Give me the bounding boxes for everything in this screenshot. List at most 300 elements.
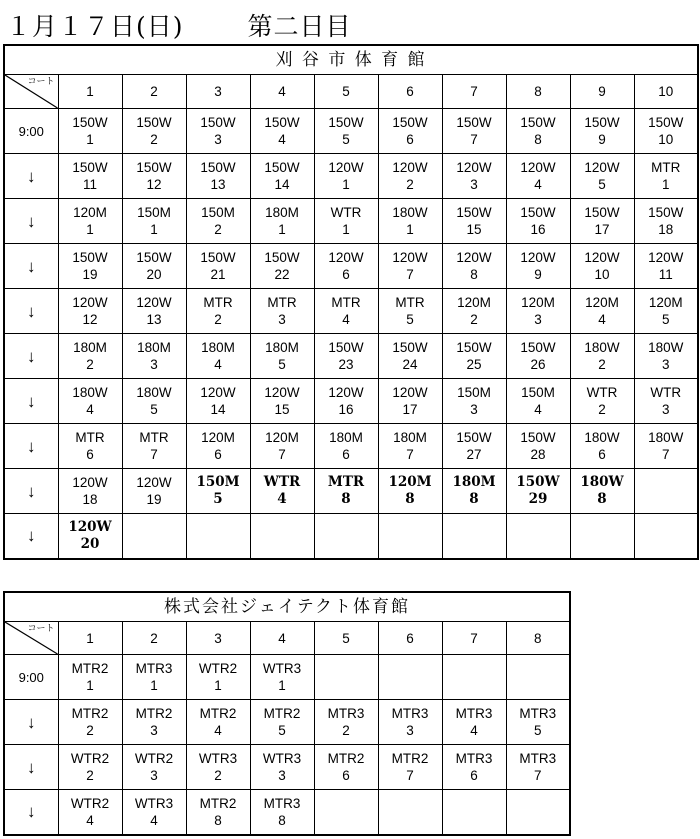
event-code: 150W (648, 205, 684, 220)
down-arrow-icon: ↓ (4, 700, 58, 745)
match-number: 18 (82, 492, 98, 507)
match-number: 24 (402, 357, 418, 372)
match-cell (186, 244, 250, 289)
schedule-row (4, 199, 698, 244)
schedule-row (4, 469, 698, 514)
match-number: 4 (534, 177, 542, 192)
match-cell (570, 424, 634, 469)
match-number: 28 (530, 447, 546, 462)
match-number: 18 (658, 222, 674, 237)
match-number: 2 (150, 132, 158, 147)
match-cell (186, 334, 250, 379)
match-number: 3 (470, 402, 478, 417)
match-number: 3 (470, 177, 478, 192)
match-cell (378, 514, 442, 559)
match-number: 2 (214, 768, 222, 783)
match-cell (58, 469, 122, 514)
event-code: 150W (584, 115, 620, 130)
match-number: 2 (214, 312, 222, 327)
match-cell (442, 514, 506, 559)
event-code: MTR (267, 295, 297, 310)
match-number: 4 (214, 357, 222, 372)
match-cell (314, 244, 378, 289)
down-arrow-icon: ↓ (4, 469, 58, 514)
down-arrow-icon: ↓ (4, 790, 58, 835)
match-cell (314, 289, 378, 334)
match-cell (378, 244, 442, 289)
match-number: 5 (406, 312, 414, 327)
event-code: WTR2 (70, 751, 110, 766)
match-number: 7 (534, 768, 542, 783)
event-code: 180W (648, 340, 684, 355)
match-number: 1 (150, 222, 158, 237)
match-number: 6 (598, 447, 606, 462)
event-code: 120W (72, 295, 108, 310)
match-cell (570, 379, 634, 424)
match-cell (506, 655, 570, 700)
match-number: 5 (662, 312, 670, 327)
match-number: 2 (342, 723, 350, 738)
match-cell (314, 790, 378, 835)
match-cell (58, 289, 122, 334)
start-time: 9:00 (4, 655, 58, 700)
match-cell (122, 424, 186, 469)
match-number: 1 (342, 222, 350, 237)
court-corner-header (4, 75, 58, 109)
match-number: 8 (597, 491, 607, 507)
match-number: 8 (534, 132, 542, 147)
match-cell (506, 469, 570, 514)
court-number: 9 (570, 75, 634, 109)
match-cell (634, 514, 698, 559)
match-cell (634, 289, 698, 334)
match-cell (634, 379, 698, 424)
match-cell (634, 244, 698, 289)
match-cell (634, 424, 698, 469)
event-code: 180W (72, 385, 108, 400)
match-cell (122, 790, 186, 835)
match-cell (506, 379, 570, 424)
event-code: MTR (203, 295, 233, 310)
court-number: 1 (58, 622, 122, 655)
schedule-table-kariya (3, 44, 699, 560)
match-cell (506, 244, 570, 289)
match-number: 6 (342, 768, 350, 783)
match-cell (634, 199, 698, 244)
event-code: 120M (648, 295, 683, 310)
match-cell (570, 469, 634, 514)
match-cell (570, 199, 634, 244)
match-number: 17 (402, 402, 418, 417)
event-code: WTR (586, 385, 618, 400)
match-number: 3 (278, 312, 286, 327)
match-cell (314, 655, 378, 700)
match-number: 12 (146, 177, 162, 192)
event-code: WTR3 (198, 751, 238, 766)
schedule-row (4, 424, 698, 469)
down-arrow-icon: ↓ (4, 514, 58, 559)
event-code: 180W (136, 385, 172, 400)
schedule-row (4, 745, 570, 790)
match-cell (442, 379, 506, 424)
event-code: 120W (136, 475, 172, 490)
match-number: 6 (342, 267, 350, 282)
match-number: 20 (80, 535, 100, 552)
event-code: 180M (137, 340, 171, 355)
event-code: MTR3 (263, 795, 301, 811)
match-number: 1 (86, 222, 94, 237)
match-number: 4 (534, 402, 542, 417)
match-cell (186, 289, 250, 334)
match-cell (58, 109, 122, 154)
match-number: 6 (406, 132, 414, 147)
court-corner-label: コート (27, 623, 55, 633)
event-code: 120W (392, 385, 428, 400)
match-number: 23 (338, 357, 354, 372)
match-number: 1 (86, 678, 94, 693)
schedule-row (4, 514, 698, 559)
event-code: 150W (136, 115, 172, 130)
event-code: MTR3 (519, 751, 557, 766)
match-number: 4 (278, 132, 286, 147)
event-code: 150W (264, 250, 300, 265)
match-cell (250, 154, 314, 199)
match-number: 7 (406, 447, 414, 462)
event-code: 150W (200, 250, 236, 265)
court-number: 4 (250, 622, 314, 655)
match-cell (570, 109, 634, 154)
match-cell (250, 790, 314, 835)
match-number: 12 (82, 312, 98, 327)
match-number: 6 (470, 768, 478, 783)
match-number: 22 (274, 267, 290, 282)
event-code: 150W (328, 115, 364, 130)
match-cell (634, 334, 698, 379)
date-label: １月１７日(日) (6, 12, 184, 41)
event-code: WTR3 (134, 795, 174, 811)
match-number: 1 (214, 678, 222, 693)
down-arrow-icon: ↓ (4, 244, 58, 289)
match-cell (122, 745, 186, 790)
match-cell (378, 700, 442, 745)
venue-title: 刈 谷 市 体 育 館 (4, 45, 698, 75)
match-cell (58, 199, 122, 244)
match-cell (186, 469, 250, 514)
event-code: 180M (452, 474, 496, 490)
event-code: 120M (388, 474, 432, 490)
match-number: 1 (86, 132, 94, 147)
event-code: 150W (72, 250, 108, 265)
match-number: 2 (470, 312, 478, 327)
event-code: 150W (136, 160, 172, 175)
match-cell (314, 334, 378, 379)
match-number: 5 (150, 402, 158, 417)
schedule-row (4, 334, 698, 379)
event-code: MTR3 (455, 706, 493, 721)
event-code: 120M (585, 295, 619, 310)
event-code: 120M (73, 205, 107, 220)
schedule-table-jtekt (3, 591, 571, 836)
match-number: 10 (658, 132, 674, 147)
court-number: 7 (442, 75, 506, 109)
match-number: 19 (82, 267, 98, 282)
match-number: 3 (534, 312, 542, 327)
event-code: 120M (457, 295, 491, 310)
event-code: MTR (331, 295, 361, 310)
match-cell (250, 469, 314, 514)
down-arrow-icon: ↓ (4, 289, 58, 334)
event-code: MTR2 (199, 706, 237, 721)
event-code: 120M (201, 430, 235, 445)
match-cell (58, 745, 122, 790)
court-number: 8 (506, 75, 570, 109)
match-number: 6 (214, 447, 222, 462)
event-code: 150W (456, 205, 492, 220)
match-cell (570, 244, 634, 289)
event-code: MTR3 (519, 706, 557, 721)
match-cell (122, 244, 186, 289)
match-number: 3 (214, 132, 222, 147)
down-arrow-icon: ↓ (4, 379, 58, 424)
event-code: 150M (457, 385, 491, 400)
match-number: 4 (150, 812, 158, 828)
match-cell (506, 154, 570, 199)
event-code: 120W (584, 160, 620, 175)
match-cell (314, 109, 378, 154)
match-cell (378, 289, 442, 334)
match-cell (122, 289, 186, 334)
event-code: 180W (580, 474, 624, 490)
event-code: 150W (328, 340, 364, 355)
match-number: 7 (278, 447, 286, 462)
event-code: 150W (456, 115, 492, 130)
match-cell (378, 199, 442, 244)
event-code: 150W (456, 340, 492, 355)
match-number: 10 (594, 267, 610, 282)
match-cell (250, 700, 314, 745)
event-code: 120W (200, 385, 236, 400)
match-cell (186, 109, 250, 154)
match-number: 13 (146, 312, 162, 327)
match-cell (442, 289, 506, 334)
match-cell (442, 244, 506, 289)
match-number: 2 (598, 357, 606, 372)
event-code: 120M (521, 295, 555, 310)
match-number: 4 (342, 312, 350, 327)
match-number: 19 (146, 492, 162, 507)
event-code: WTR (263, 474, 301, 490)
event-code: 150W (264, 160, 300, 175)
match-cell (250, 244, 314, 289)
match-cell (378, 334, 442, 379)
match-number: 4 (86, 402, 94, 417)
court-number: 10 (634, 75, 698, 109)
event-code: 180M (73, 340, 107, 355)
match-cell (122, 154, 186, 199)
event-code: 150W (516, 474, 560, 490)
match-cell (58, 790, 122, 835)
match-cell (634, 109, 698, 154)
match-number: 25 (466, 357, 482, 372)
match-cell (186, 379, 250, 424)
match-number: 3 (278, 768, 286, 783)
page-heading (6, 7, 352, 43)
match-cell (250, 424, 314, 469)
match-cell (378, 109, 442, 154)
event-code: MTR2 (71, 661, 109, 676)
match-number: 7 (406, 768, 414, 783)
match-cell (122, 469, 186, 514)
match-cell (186, 514, 250, 559)
match-number: 8 (278, 812, 286, 828)
match-cell (122, 334, 186, 379)
event-code: 120W (328, 160, 364, 175)
match-cell (122, 700, 186, 745)
match-number: 7 (150, 447, 158, 462)
match-number: 7 (406, 267, 414, 282)
court-number: 3 (186, 622, 250, 655)
match-number: 11 (82, 177, 97, 192)
match-cell (58, 514, 122, 559)
match-cell (122, 514, 186, 559)
match-cell (186, 154, 250, 199)
court-corner-header (4, 622, 58, 655)
court-number: 8 (506, 622, 570, 655)
event-code: 150W (520, 340, 556, 355)
match-number: 8 (341, 491, 351, 507)
match-number: 1 (278, 222, 286, 237)
event-code: 180W (584, 430, 620, 445)
match-number: 21 (210, 267, 226, 282)
match-number: 9 (598, 132, 606, 147)
match-cell (570, 289, 634, 334)
match-cell (378, 154, 442, 199)
event-code: 180M (265, 205, 299, 220)
match-cell (186, 700, 250, 745)
match-number: 4 (598, 312, 606, 327)
event-code: 150M (201, 205, 235, 220)
court-number: 3 (186, 75, 250, 109)
event-code: 180M (265, 340, 299, 355)
match-number: 2 (406, 177, 414, 192)
match-cell (506, 745, 570, 790)
schedule-row (4, 289, 698, 334)
court-number: 2 (122, 75, 186, 109)
event-code: MTR (651, 160, 681, 175)
down-arrow-icon: ↓ (4, 424, 58, 469)
match-number: 14 (274, 177, 290, 192)
event-code: 150W (264, 115, 300, 130)
match-number: 15 (274, 402, 290, 417)
event-code: 150W (72, 160, 108, 175)
event-code: 150W (392, 340, 428, 355)
match-cell (250, 334, 314, 379)
match-cell (58, 700, 122, 745)
match-cell (122, 655, 186, 700)
event-code: MTR (75, 430, 105, 445)
match-number: 3 (662, 357, 670, 372)
match-cell (634, 469, 698, 514)
court-number: 4 (250, 75, 314, 109)
match-number: 3 (150, 723, 158, 738)
event-code: WTR2 (198, 661, 238, 676)
match-number: 3 (150, 768, 158, 783)
start-time: 9:00 (4, 109, 58, 154)
event-code: 180W (584, 340, 620, 355)
match-cell (58, 154, 122, 199)
schedule-row (4, 379, 698, 424)
match-cell (58, 244, 122, 289)
match-number: 27 (466, 447, 482, 462)
event-code: 120W (456, 160, 492, 175)
event-code: 120W (136, 295, 172, 310)
event-code: MTR2 (391, 751, 429, 766)
match-cell (58, 655, 122, 700)
event-code: 120W (584, 250, 620, 265)
match-cell (250, 655, 314, 700)
court-number: 2 (122, 622, 186, 655)
match-number: 6 (342, 447, 350, 462)
match-cell (442, 655, 506, 700)
event-code: 120W (392, 250, 428, 265)
match-cell (378, 790, 442, 835)
event-code: WTR3 (262, 751, 302, 766)
event-code: 120W (520, 160, 556, 175)
match-number: 7 (662, 447, 670, 462)
event-code: 150W (520, 205, 556, 220)
match-number: 7 (470, 132, 478, 147)
court-corner-label: コート (27, 76, 55, 86)
event-code: WTR (650, 385, 682, 400)
match-number: 5 (598, 177, 606, 192)
match-cell (442, 424, 506, 469)
match-cell (442, 154, 506, 199)
match-number: 26 (530, 357, 546, 372)
event-code: MTR3 (391, 706, 429, 721)
event-code: WTR (330, 205, 362, 220)
event-code: 150M (137, 205, 171, 220)
match-cell (570, 334, 634, 379)
event-code: 150W (584, 205, 620, 220)
event-code: MTR (395, 295, 425, 310)
match-number: 9 (534, 267, 542, 282)
event-code: MTR (139, 430, 169, 445)
event-code: 120W (328, 250, 364, 265)
event-code: 150W (200, 115, 236, 130)
match-cell (250, 514, 314, 559)
event-code: 150M (196, 474, 240, 490)
match-number: 4 (214, 723, 222, 738)
event-code: 120M (265, 430, 299, 445)
match-cell (506, 424, 570, 469)
schedule-row (4, 790, 570, 835)
match-number: 11 (658, 267, 673, 282)
match-cell (186, 790, 250, 835)
event-code: 150W (392, 115, 428, 130)
down-arrow-icon: ↓ (4, 199, 58, 244)
event-code: 120W (392, 160, 428, 175)
event-code: 120W (264, 385, 300, 400)
down-arrow-icon: ↓ (4, 745, 58, 790)
event-code: 180M (329, 430, 363, 445)
match-number: 29 (528, 491, 548, 507)
event-code: 150W (648, 115, 684, 130)
match-cell (314, 379, 378, 424)
match-number: 15 (466, 222, 482, 237)
event-code: 120W (328, 385, 364, 400)
match-cell (186, 745, 250, 790)
event-code: 120W (648, 250, 684, 265)
